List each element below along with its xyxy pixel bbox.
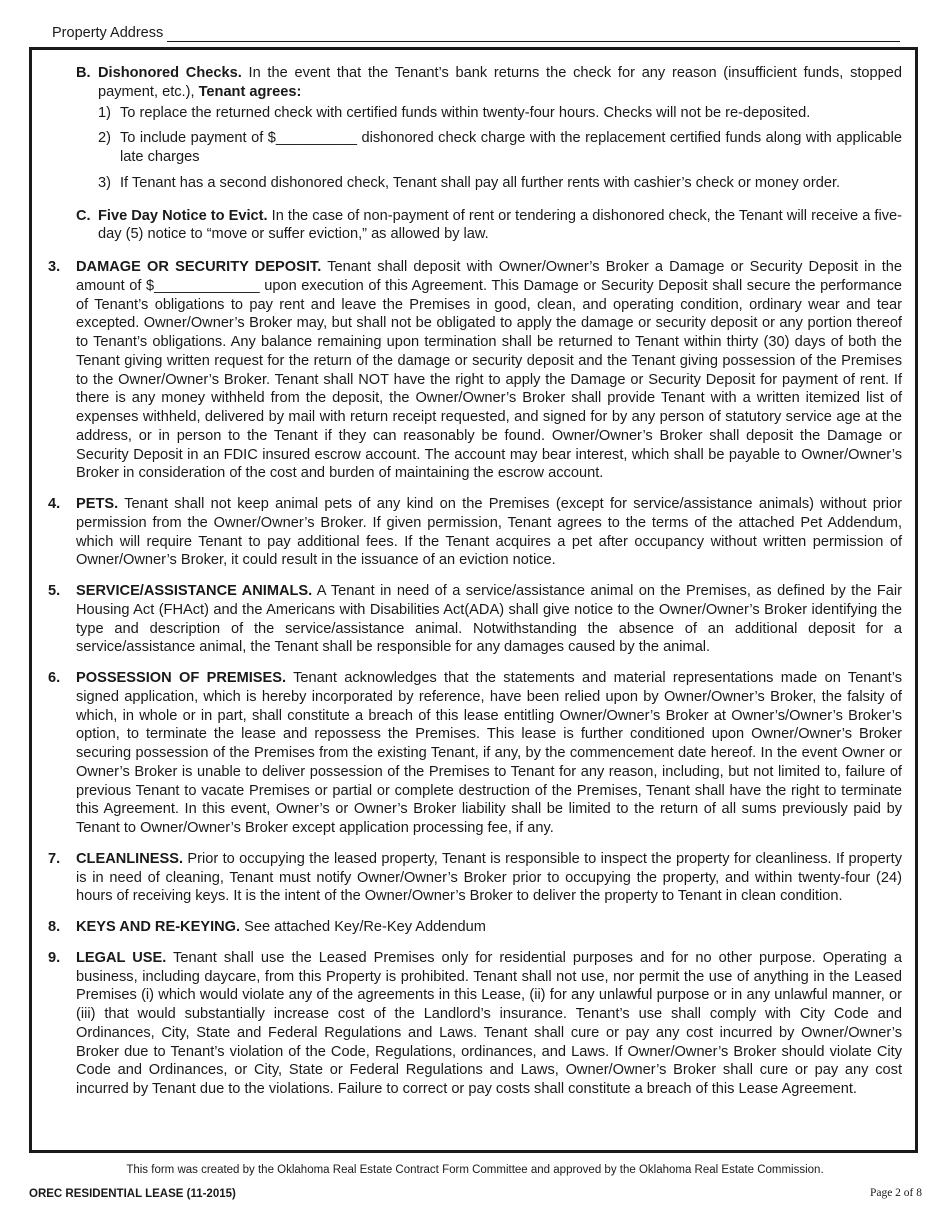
section-title: POSSESSION OF PREMISES. xyxy=(76,670,287,686)
section-5-service-animals xyxy=(46,582,902,657)
section-number: 4. xyxy=(48,496,61,512)
subsection-title: Five Day Notice to Evict. xyxy=(98,207,268,224)
tenant-agrees-label: Tenant agrees: xyxy=(198,83,302,100)
section-number: 6. xyxy=(48,670,61,686)
property-address-line xyxy=(52,24,900,42)
section-number: 3. xyxy=(48,259,61,275)
list-item: 1) To replace the returned check with certified funds within twenty-four hours. Checks will not be re-deposited. xyxy=(98,104,811,121)
section-4-pets xyxy=(46,495,902,570)
subsection-text: In the case of non-payment of rent or tendering a dishonored check, the Tenant will receive a five-day (5) notice to “move or suffer eviction,” as allowed by law. xyxy=(98,207,902,243)
section-7-cleanliness xyxy=(46,850,902,906)
lease-content xyxy=(46,64,902,1111)
list-item: 2) To include payment of $__________ dishonored check charge with the replacement certified funds along with applicable late charges xyxy=(98,130,902,165)
section-text: Tenant shall deposit with Owner/Owner’s Broker a Damage or Security Deposit in the amount of $_____________ upon execution of this Agreement. This Damage or Security Deposit shall secure the performance of Tenant’s obligations to pay rent and leave the Premises in good, clean, and operating condition, ordinary wear and tear excepted. Owner/Owner’s Broker may, but shall not be obligated to apply the damage or security deposit or any portion thereof to Tenant’s obligations. Any balance remaining upon termination shall be returned to Tenant within thirty (30) days of both the Tenant giving written request for the return of the damage or security deposit and the Tenant giving possession of the Premises to the Owner/Owner’s Broker. Tenant shall NOT have the right to apply the Damage or Security Deposit for payment of rent. If there is any money withheld from the deposit, the Owner/Owner’s Broker shall provide Tenant with a written itemized list of expenses withheld, delivered by mail with return receipt requested, and signed for by any person of statutory service age at the address, or in person to the Tenant if they can reasonably be found. Owner/Owner’s Broker shall deposit the Damage or Security Deposit in an FDIC insured escrow account. The account may bear interest, which shall be payable to Owner/Owner’s Broker in consideration of the cost and burden of maintaining the escrow account. xyxy=(76,259,903,482)
footer-note: This form was created by the Oklahoma Real Estate Contract Form Committee and approved by the Oklahoma Real Estate Commission. xyxy=(126,1164,824,1176)
form-identifier: OREC RESIDENTIAL LEASE (11-2015) xyxy=(29,1188,236,1200)
section-3-damage-deposit xyxy=(46,258,902,483)
section-title: PETS. xyxy=(76,496,119,512)
list-item: 3) If Tenant has a second dishonored check, Tenant shall pay all further rents with cashier’s check or money order. xyxy=(98,174,841,191)
subsection-letter: B. xyxy=(76,65,91,81)
section-title: KEYS AND RE-KEYING. xyxy=(76,919,241,935)
subsection-letter: C. xyxy=(76,207,91,224)
property-address-blank xyxy=(167,27,900,42)
section-title: LEGAL USE. xyxy=(76,949,167,966)
section-text: Prior to occupying the leased property, Tenant is responsible to inspect the property for cleanliness. If property is in need of cleaning, Tenant must notify Owner/Owner’s Broker prior to occupying the property, and within twenty-four (24) hours of receiving keys. It is the intent of the Owner/Owner’s Broker to deliver the property to Tenant in clean condition. xyxy=(76,850,902,905)
section-text: See attached Key/Re-Key Addendum xyxy=(240,919,486,935)
section-text: A Tenant in need of a service/assistance animal on the Premises, as defined by the Fair Housing Act (FHAct) and the Americans with Disabilities Act(ADA) shall give notice to the Owner/Owner’s Broker identifying the type and description of the service/assistance animal. Notwithstanding the absence of an additional deposit for a service/assistance animal, the Tenant shall be responsible for any damages caused by the animal. xyxy=(76,583,902,656)
dishonored-check-list xyxy=(98,104,902,193)
section-number: 5. xyxy=(48,583,61,599)
subsection-text: In the event that the Tenant’s bank returns the check for any reason (insufficient funds, stopped payment, etc.), xyxy=(98,65,903,100)
section-title: DAMAGE OR SECURITY DEPOSIT. xyxy=(76,259,322,275)
section-text: Tenant shall use the Leased Premises only for residential purposes and for no other purpose. Operating a business, including daycare, from this Property is prohibited. Tenant shall not use, nor permit the use of anything in the Leased Premises (i) which would violate any of the agreements in this Lease, (ii) for any unlawful purpose or in any unlawful manner, or (iii) that would substantially increase cost of the Landlord’s insurance. Tenant’s use shall comply with City Code and Ordinances, City, State and Federal Regulations and Laws. Tenant shall cure or pay any cost incurred by Owner/Owner’s Broker due to Tenant’s violation of the Code, Regulations, ordinances, and Laws. If Owner/Owner’s Broker should violate City Code and Ordinances, or City, State or Federal Regulations and Laws, Owner/Owner’s Broker shall cure or pay any cost incurred by Tenant due to the violations. Failure to correct or pay costs shall constitute a breach of this Lease Agreement. xyxy=(76,949,902,1097)
subsection-c-five-day-notice xyxy=(76,207,902,245)
section-title: SERVICE/ASSISTANCE ANIMALS. xyxy=(76,583,313,599)
section-title: CLEANLINESS. xyxy=(76,850,184,867)
property-address-label: Property Address xyxy=(52,25,164,41)
subsection-title: Dishonored Checks. xyxy=(98,65,242,81)
section-number: 8. xyxy=(48,919,61,935)
section-number: 7. xyxy=(48,850,61,867)
section-8-keys xyxy=(46,918,902,937)
section-text: Tenant shall not keep animal pets of any kind on the Premises (except for service/assistance animals) without prior permission from the Owner/Owner’s Broker. If given permission, Tenant agrees to the terms of the attached Pet Addendum, which will require Tenant to pay additional fees. If the Tenant acquires a pet after occupancy without written permission of Owner/Owner’s Broker, it could result in the issuance of an eviction notice. xyxy=(76,496,902,569)
section-text: Tenant acknowledges that the statements and material representations made on Tenant’s signed application, which is hereby incorporated by reference, have been relied upon by Owner/Owner’s Broker, the falsity of which, in whole or in part, shall constitute a breach of this lease entitling Owner/Owner’s Broker at Owner’s/Owner’s Broker’s option, to terminate the lease and repossess the Premises. This lease is further conditioned upon Owner/Owner’s Broker securing possession of the Premises from the existing Tenant, if any, by the commencement date hereof. In the event Owner or Owner’s Broker is unable to deliver possession of the Premises to Tenant for any reason, including, but not limited to, failure of previous Tenant to vacate Premises or partial or complete destruction of the Premises, Tenant shall have the right to terminate this Agreement. In this event, Owner’s or Owner’s Broker liability shall be limited to the return of all sums previously paid by Tenant to Owner/Owner’s Broker except application processing fee, if any. xyxy=(76,670,902,836)
section-6-possession xyxy=(46,669,902,838)
subsection-b-dishonored-checks xyxy=(76,64,902,194)
page-number: Page 2 of 8 xyxy=(869,1187,922,1199)
section-9-legal-use xyxy=(46,949,902,1099)
section-number: 9. xyxy=(48,949,61,966)
